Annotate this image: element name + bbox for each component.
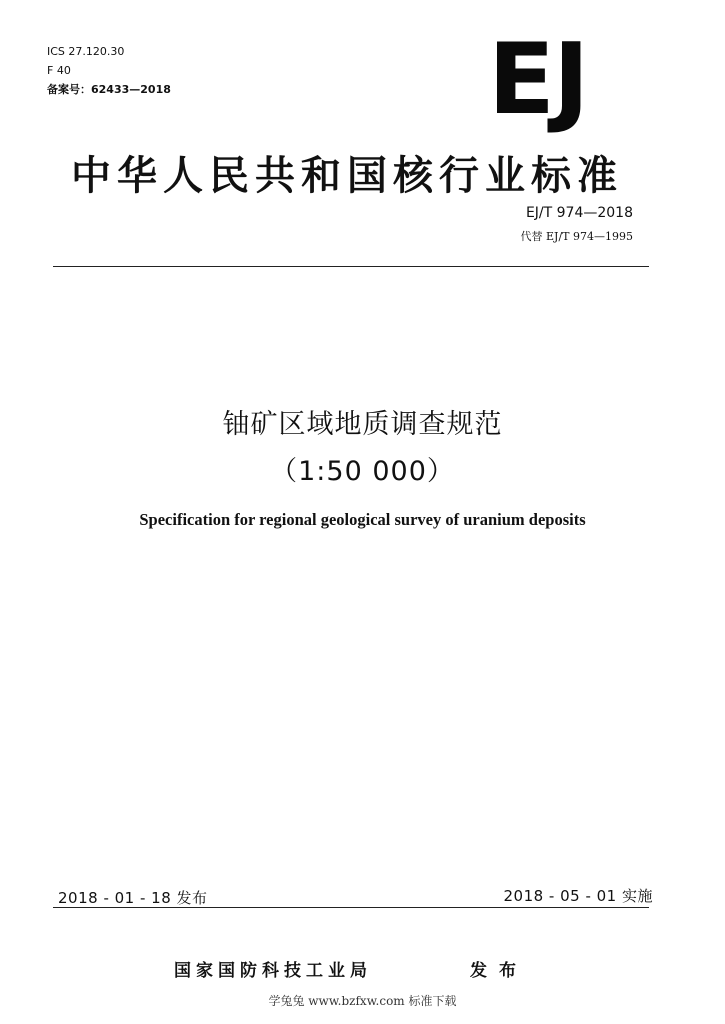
ics-code: ICS 27.120.30 xyxy=(47,45,125,58)
document-scale: （1:50 000） xyxy=(270,456,455,487)
issue-date: 2018 - 01 - 18 发布 xyxy=(58,889,208,907)
ej-logo: EJ xyxy=(488,23,588,137)
watermark-link[interactable]: 学兔兔 www.bzfxw.com 标准下载 xyxy=(268,994,457,1008)
classification-code: F 40 xyxy=(47,64,71,77)
record-number: 备案号：62433—2018 xyxy=(47,83,171,96)
issuing-authority: 国家国防科技工业局 xyxy=(174,961,372,981)
document-title: 铀矿区域地质调查规范 xyxy=(222,409,503,440)
publish-label: 发布 xyxy=(470,961,528,981)
top-divider xyxy=(53,266,649,267)
standard-title: 中华人民共和国核行业标准 xyxy=(71,153,623,199)
document-title-english: Specification for regional geological survey of uranium deposits xyxy=(139,510,586,529)
replaces-note: 代替 EJ/T 974—1995 xyxy=(520,230,633,243)
standard-number: EJ/T 974—2018 xyxy=(525,205,633,221)
implementation-date: 2018 - 05 - 01 实施 xyxy=(503,887,653,905)
bottom-divider xyxy=(53,907,649,908)
